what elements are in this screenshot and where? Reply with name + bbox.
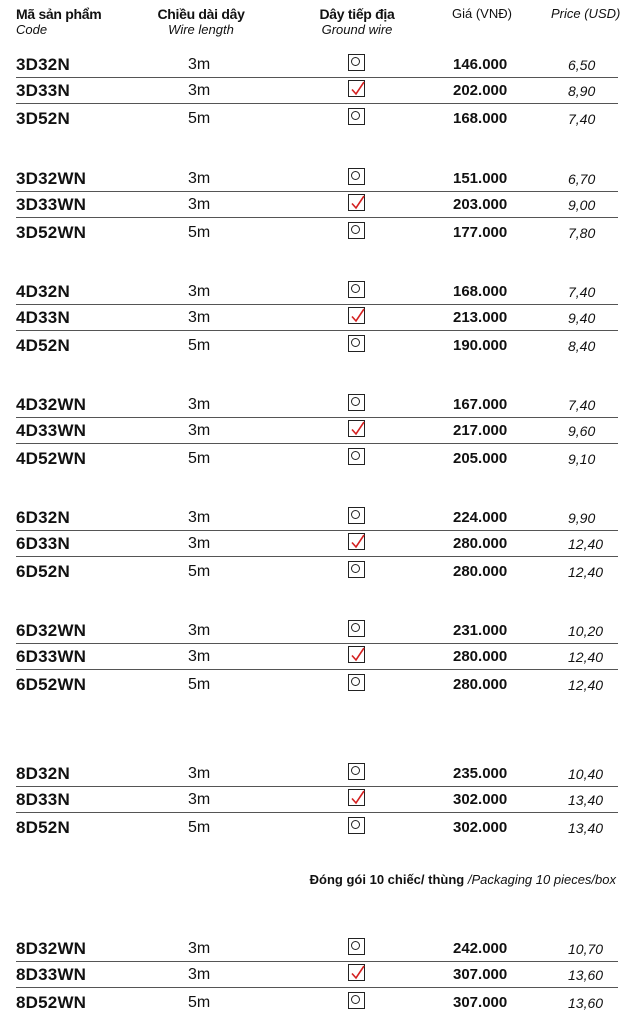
price-vnd: 307.000 (453, 994, 508, 1011)
table-row (16, 989, 618, 1015)
product-code: 4D32N (16, 282, 70, 301)
no-ground-circle-icon (348, 281, 365, 298)
product-code: 3D33N (16, 81, 70, 100)
no-ground-circle-icon (348, 448, 365, 465)
wire-length: 3m (188, 56, 211, 73)
ground-check-icon (348, 964, 365, 981)
wire-length: 3m (188, 791, 211, 808)
price-usd: 8,40 (568, 338, 596, 354)
price-vnd: 224.000 (453, 509, 508, 526)
table-row (16, 671, 618, 697)
price-usd: 9,00 (568, 197, 596, 213)
wire-length: 3m (188, 648, 211, 665)
table-row (16, 332, 618, 358)
table-row (16, 219, 618, 245)
no-ground-circle-icon (348, 992, 365, 1009)
header-usd: Price (USD) (551, 6, 621, 21)
wire-length: 5m (188, 224, 211, 241)
wire-length: 3m (188, 170, 211, 187)
ground-check-icon (348, 307, 365, 324)
price-vnd: 280.000 (453, 676, 508, 693)
table-row (16, 530, 618, 557)
no-ground-circle-icon (348, 561, 365, 578)
wire-length: 3m (188, 966, 211, 983)
no-ground-circle-icon (348, 763, 365, 780)
table-row (16, 643, 618, 670)
table-row (16, 617, 618, 644)
product-code: 6D33N (16, 534, 70, 553)
price-usd: 12,40 (568, 677, 604, 693)
price-vnd: 202.000 (453, 82, 508, 99)
table-row (16, 786, 618, 813)
product-code: 3D52N (16, 109, 70, 128)
product-code: 6D32WN (16, 621, 87, 640)
product-code: 4D52WN (16, 449, 87, 468)
header-code-en: Code (16, 22, 48, 37)
no-ground-circle-icon (348, 674, 365, 691)
price-vnd: 167.000 (453, 396, 508, 413)
header-code-vi: Mã sản phẩm (16, 6, 102, 22)
price-vnd: 177.000 (453, 224, 508, 241)
wire-length: 5m (188, 450, 211, 467)
ground-check-icon (348, 533, 365, 550)
ground-check-icon (348, 194, 365, 211)
no-ground-circle-icon (348, 817, 365, 834)
price-vnd: 235.000 (453, 765, 508, 782)
packaging-vi: Đóng gói 10 chiếc/ thùng (309, 872, 465, 887)
price-usd: 10,70 (568, 941, 604, 957)
product-code: 3D32N (16, 55, 70, 74)
table-row (16, 191, 618, 218)
product-code: 8D32N (16, 764, 70, 783)
price-vnd: 168.000 (453, 110, 508, 127)
price-usd: 13,60 (568, 995, 604, 1011)
table-row (16, 504, 618, 531)
product-code: 4D32WN (16, 395, 87, 414)
price-vnd: 205.000 (453, 450, 508, 467)
wire-length: 3m (188, 509, 211, 526)
product-code: 3D33WN (16, 195, 87, 214)
wire-length: 5m (188, 563, 211, 580)
product-code: 3D32WN (16, 169, 87, 188)
packaging-note (310, 872, 616, 887)
product-code: 6D52WN (16, 675, 87, 694)
no-ground-circle-icon (348, 938, 365, 955)
price-vnd: 231.000 (453, 622, 508, 639)
no-ground-circle-icon (348, 108, 365, 125)
packaging-en: /Packaging 10 pieces/box (467, 872, 616, 887)
wire-length: 5m (188, 994, 211, 1011)
price-usd: 9,90 (568, 510, 596, 526)
price-vnd: 280.000 (453, 535, 508, 552)
price-vnd: 213.000 (453, 309, 508, 326)
price-vnd: 302.000 (453, 791, 508, 808)
header-length-en: Wire length (168, 22, 234, 37)
no-ground-circle-icon (348, 335, 365, 352)
wire-length: 3m (188, 765, 211, 782)
ground-check-icon (348, 646, 365, 663)
price-usd: 6,50 (568, 57, 596, 73)
wire-length: 3m (188, 422, 211, 439)
wire-length: 3m (188, 82, 211, 99)
price-usd: 9,10 (568, 451, 596, 467)
header-length-vi: Chiều dài dây (157, 6, 245, 22)
table-row (16, 165, 618, 192)
price-vnd: 217.000 (453, 422, 508, 439)
header-vnd: Giá (VNĐ) (452, 6, 512, 21)
wire-length: 3m (188, 396, 211, 413)
price-usd: 8,90 (568, 83, 596, 99)
wire-length: 5m (188, 676, 211, 693)
product-code: 8D52N (16, 818, 70, 837)
price-usd: 6,70 (568, 171, 596, 187)
table-row (16, 105, 618, 131)
product-code: 4D33N (16, 308, 70, 327)
price-usd: 12,40 (568, 536, 604, 552)
price-vnd: 280.000 (453, 563, 508, 580)
table-row (16, 304, 618, 331)
wire-length: 5m (188, 819, 211, 836)
ground-check-icon (348, 80, 365, 97)
price-usd: 10,40 (568, 766, 604, 782)
product-code: 8D32WN (16, 939, 87, 958)
price-vnd: 280.000 (453, 648, 508, 665)
table-row (16, 814, 618, 840)
wire-length: 3m (188, 940, 211, 957)
price-vnd: 203.000 (453, 196, 508, 213)
product-code: 8D52WN (16, 993, 87, 1012)
wire-length: 3m (188, 535, 211, 552)
wire-length: 3m (188, 622, 211, 639)
price-usd: 10,20 (568, 623, 604, 639)
wire-length: 3m (188, 196, 211, 213)
price-usd: 13,40 (568, 820, 604, 836)
price-usd: 9,40 (568, 310, 596, 326)
price-usd: 13,40 (568, 792, 604, 808)
table-row (16, 278, 618, 305)
no-ground-circle-icon (348, 222, 365, 239)
wire-length: 3m (188, 309, 211, 326)
no-ground-circle-icon (348, 168, 365, 185)
price-vnd: 168.000 (453, 283, 508, 300)
ground-check-icon (348, 420, 365, 437)
no-ground-circle-icon (348, 54, 365, 71)
ground-check-icon (348, 789, 365, 806)
table-row (16, 391, 618, 418)
table-row (16, 445, 618, 471)
price-usd: 12,40 (568, 564, 604, 580)
table-row (16, 935, 618, 962)
price-vnd: 190.000 (453, 337, 508, 354)
product-code: 3D52WN (16, 223, 87, 242)
price-usd: 7,40 (568, 111, 596, 127)
no-ground-circle-icon (348, 507, 365, 524)
no-ground-circle-icon (348, 394, 365, 411)
price-usd: 12,40 (568, 649, 604, 665)
product-code: 8D33WN (16, 965, 87, 984)
product-code: 8D33N (16, 790, 70, 809)
price-vnd: 242.000 (453, 940, 508, 957)
price-vnd: 302.000 (453, 819, 508, 836)
header-ground-vi: Dây tiếp địa (319, 6, 395, 22)
table-row (16, 961, 618, 988)
price-usd: 7,40 (568, 284, 596, 300)
product-code: 6D52N (16, 562, 70, 581)
product-code: 4D52N (16, 336, 70, 355)
wire-length: 5m (188, 337, 211, 354)
price-usd: 7,80 (568, 225, 596, 241)
price-vnd: 146.000 (453, 56, 508, 73)
wire-length: 5m (188, 110, 211, 127)
header-ground (312, 6, 402, 37)
no-ground-circle-icon (348, 620, 365, 637)
price-usd: 13,60 (568, 967, 604, 983)
product-code: 6D32N (16, 508, 70, 527)
table-row (16, 51, 618, 78)
price-vnd: 151.000 (453, 170, 508, 187)
header-ground-en: Ground wire (321, 22, 393, 37)
price-usd: 7,40 (568, 397, 596, 413)
header-length (156, 6, 246, 37)
table-row (16, 760, 618, 787)
wire-length: 3m (188, 283, 211, 300)
table-row (16, 77, 618, 104)
price-vnd: 307.000 (453, 966, 508, 983)
table-row (16, 417, 618, 444)
product-code: 4D33WN (16, 421, 87, 440)
header-code (16, 6, 101, 37)
product-code: 6D33WN (16, 647, 87, 666)
price-usd: 9,60 (568, 423, 596, 439)
table-row (16, 558, 618, 584)
